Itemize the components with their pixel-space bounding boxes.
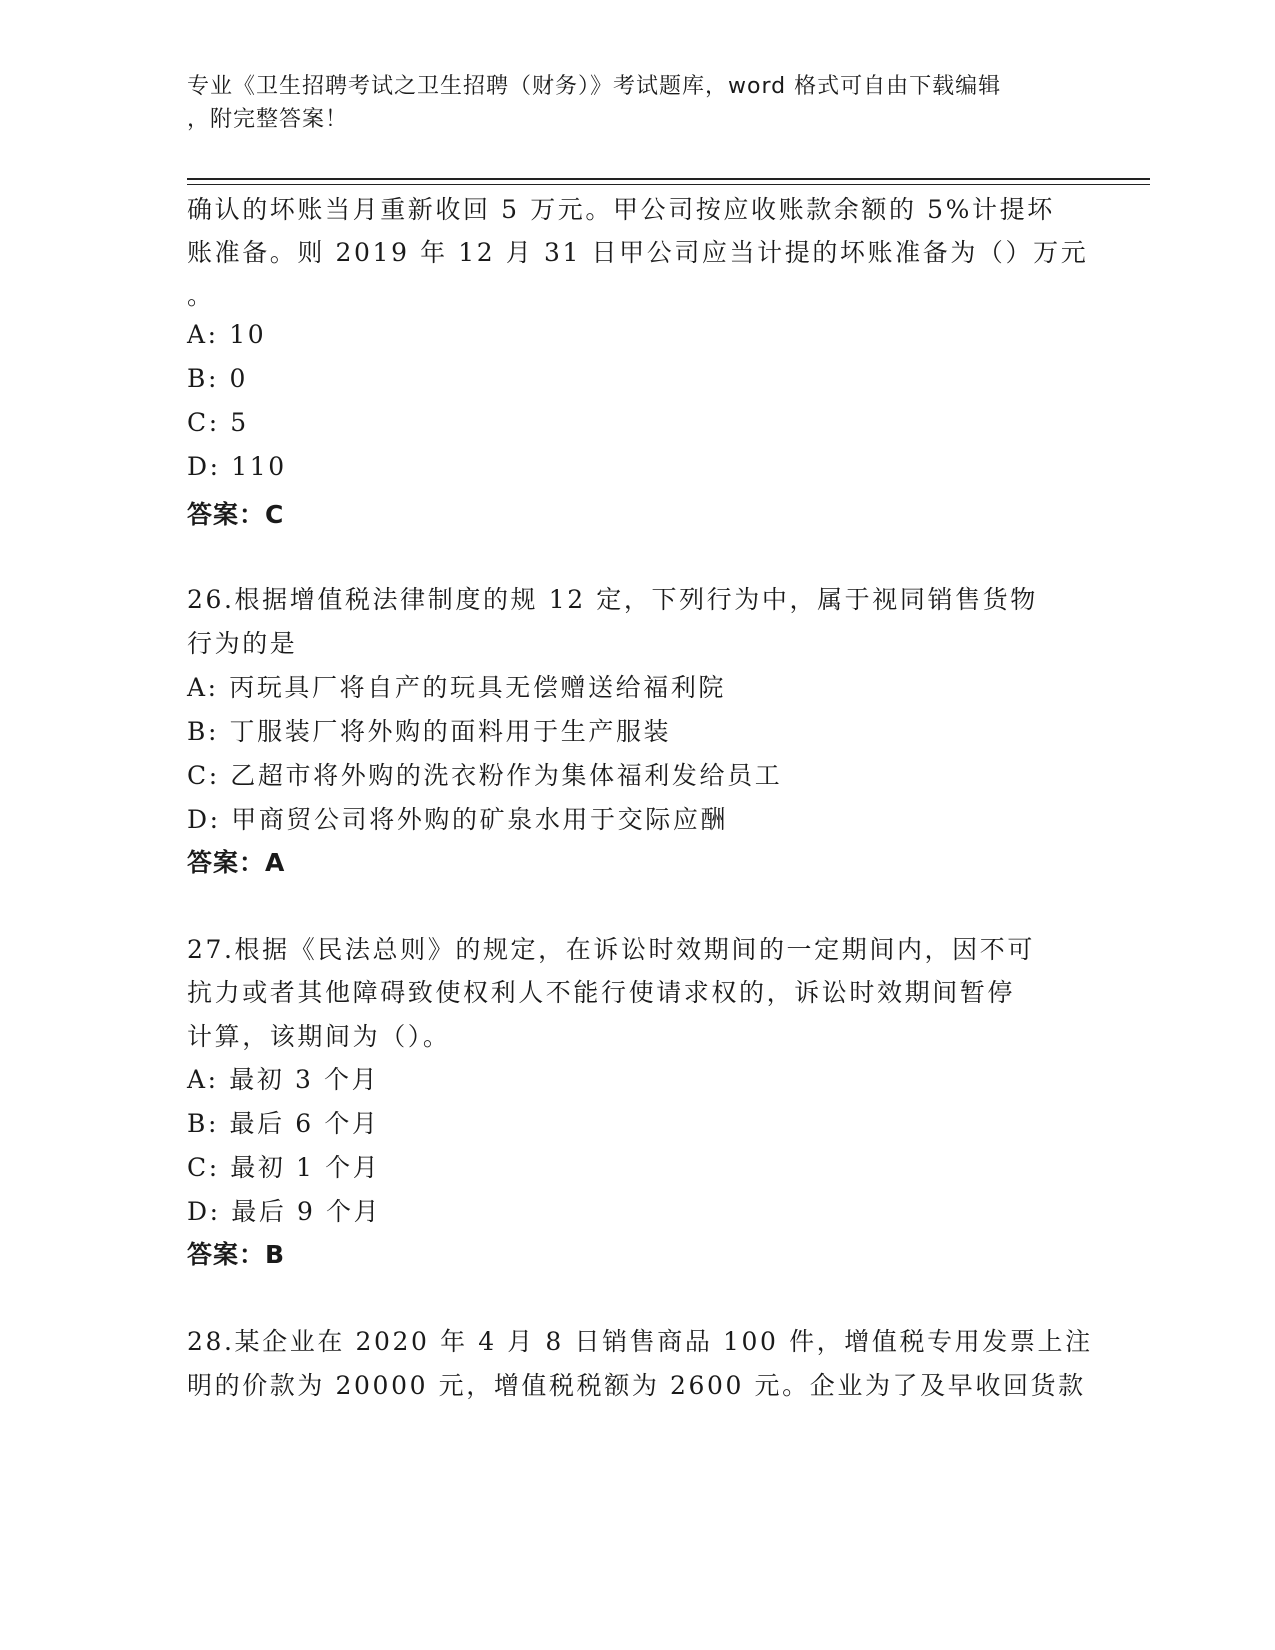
q27-option-c: C: 最初 1 个月 bbox=[187, 1153, 381, 1182]
q26-answer: 答案：A bbox=[187, 848, 286, 877]
q27-option-b: B: 最后 6 个月 bbox=[187, 1109, 380, 1138]
q25-text-line-2: 账准备。则 2019 年 12 月 31 日甲公司应当计提的坏账准备为（）万元 bbox=[187, 238, 1089, 267]
header-line-2: ，附完整答案！ bbox=[187, 107, 349, 132]
q27-text-line-2: 抗力或者其他障碍致使权利人不能行使请求权的，诉讼时效期间暂停 bbox=[187, 978, 1016, 1007]
q27-text-line-3: 计算，该期间为（）。 bbox=[187, 1022, 451, 1051]
q25-answer: 答案：C bbox=[187, 500, 285, 529]
header-rule-thin bbox=[187, 184, 1150, 185]
q28-text-line-1: 28.某企业在 2020 年 4 月 8 日销售商品 100 件，增值税专用发票上注 bbox=[187, 1327, 1093, 1356]
header-rule-thick bbox=[187, 178, 1150, 180]
q28-text-line-2: 明的价款为 20000 元，增值税税额为 2600 元。企业为了及早收回货款 bbox=[187, 1371, 1086, 1400]
q27-option-d: D: 最后 9 个月 bbox=[187, 1197, 382, 1226]
q26-text-line-1: 26.根据增值税法律制度的规 12 定，下列行为中，属于视同销售货物 bbox=[187, 585, 1038, 614]
q25-option-b: B: 0 bbox=[187, 364, 249, 393]
q25-option-d: D: 110 bbox=[187, 452, 287, 481]
q26-option-c: C: 乙超市将外购的洗衣粉作为集体福利发给员工 bbox=[187, 761, 783, 790]
q27-answer: 答案：B bbox=[187, 1240, 286, 1269]
q26-option-d: D: 甲商贸公司将外购的矿泉水用于交际应酬 bbox=[187, 805, 729, 834]
q27-text-line-1: 27.根据《民法总则》的规定，在诉讼时效期间的一定期间内，因不可 bbox=[187, 935, 1035, 964]
document-header bbox=[187, 70, 1067, 136]
q26-option-b: B: 丁服装厂将外购的面料用于生产服装 bbox=[187, 717, 672, 746]
q25-option-a: A: 10 bbox=[187, 320, 267, 349]
q27-option-a: A: 最初 3 个月 bbox=[187, 1065, 380, 1094]
q25-text-line-3: 。 bbox=[187, 281, 215, 310]
q26-text-line-2: 行为的是 bbox=[187, 629, 298, 658]
q26-option-a: A: 丙玩具厂将自产的玩具无偿赠送给福利院 bbox=[187, 673, 727, 702]
header-line-1: 专业《卫生招聘考试之卫生招聘（财务）》考试题库，word 格式可自由下载编辑 bbox=[187, 74, 1002, 99]
q25-option-c: C: 5 bbox=[187, 408, 249, 437]
q25-text-line-1: 确认的坏账当月重新收回 5 万元。甲公司按应收账款余额的 5%计提坏 bbox=[187, 195, 1055, 224]
